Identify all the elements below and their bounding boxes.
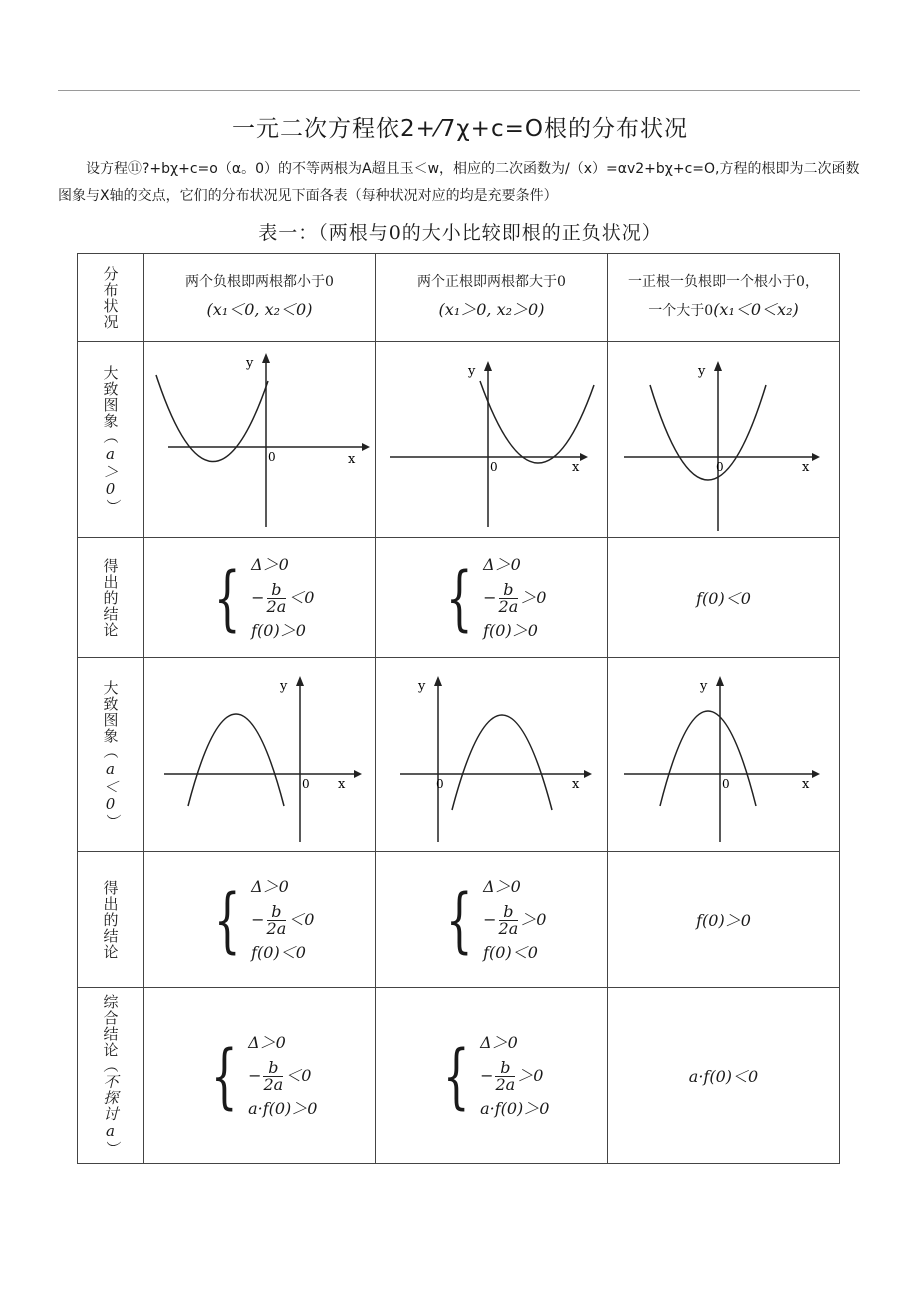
intro-paragraph: 设方程⑪?+bχ+c=o（α。0）的不等两根为A超且玉＜w，相应的二次函数为/（x）=αv2+bχ+c=O,方程的根即为二次函数图象与X轴的交点，它们的分布状况见下面各表（每种状况对应的均是充要条件） bbox=[58, 161, 860, 204]
left-brace-icon: { bbox=[210, 1034, 238, 1117]
row-header-graph-a-positive: 大致图象（a＞0） bbox=[78, 342, 144, 538]
row-header-conclusion-a-positive: 得出的结论 bbox=[78, 538, 144, 658]
conclusion-system: { Δ＞0 − $\frac{b}{2a}$ ＜0 f(0)＜0 bbox=[205, 872, 315, 968]
conclusion-cell bbox=[144, 852, 376, 988]
axis-label-y: y bbox=[245, 355, 253, 371]
combined-system: { Δ＞0 − $\frac{b}{2a}$ ＜0 a·f(0)＞0 bbox=[202, 1028, 318, 1124]
axis-label-y: y bbox=[417, 678, 425, 694]
conclusion-cell bbox=[376, 852, 608, 988]
conclusion-cell bbox=[608, 538, 840, 658]
row-header-combined: 综合结论（不探讨a） bbox=[78, 988, 144, 1164]
row-header-distribution: 分布状况 bbox=[78, 254, 144, 342]
left-brace-icon: { bbox=[213, 878, 241, 961]
parabola-graph-down-positive-roots bbox=[380, 660, 604, 850]
column-header-negative-roots: 两个负根即两根都小于0 (x₁＜0, x₂＜0) bbox=[144, 254, 376, 342]
axis-label-origin: 0 bbox=[267, 449, 276, 464]
combined-cell bbox=[376, 988, 608, 1164]
column-header-opposite-roots: 一正根一负根即一个根小于0， 一个大于0(x₁＜0＜x₂) bbox=[608, 254, 840, 342]
condition-positive-roots: (x₁＞0, x₂＞0) bbox=[438, 299, 545, 319]
axis-label-y: y bbox=[697, 363, 705, 379]
parabola-graph-down-negative-roots bbox=[148, 660, 372, 850]
axis-label-x: x bbox=[347, 451, 355, 467]
table-row bbox=[78, 342, 840, 538]
left-brace-icon: { bbox=[442, 1034, 470, 1117]
table-row bbox=[78, 538, 840, 658]
root-distribution-table bbox=[77, 253, 840, 1164]
conclusion-cell bbox=[608, 852, 840, 988]
axis-label-origin: 0 bbox=[435, 776, 444, 791]
combined-cell bbox=[144, 988, 376, 1164]
axis-label-origin: 0 bbox=[301, 776, 310, 791]
graph-cell bbox=[608, 342, 840, 538]
axis-label-x: x bbox=[571, 459, 579, 475]
axis-label-y: y bbox=[467, 363, 475, 379]
combined-system: { Δ＞0 − $\frac{b}{2a}$ ＞0 a·f(0)＞0 bbox=[434, 1028, 550, 1124]
left-brace-icon: { bbox=[445, 556, 473, 639]
graph-cell bbox=[376, 342, 608, 538]
axis-label-x: x bbox=[337, 776, 345, 792]
table-row bbox=[78, 254, 840, 342]
conclusion-single: f(0)＞0 bbox=[696, 911, 751, 930]
graph-cell bbox=[144, 342, 376, 538]
table-row bbox=[78, 852, 840, 988]
axis-label-y: y bbox=[279, 678, 287, 694]
combined-cell bbox=[608, 988, 840, 1164]
axis-label-x: x bbox=[571, 776, 579, 792]
graph-cell bbox=[608, 658, 840, 852]
conclusion-cell bbox=[144, 538, 376, 658]
parabola-graph-down-opposite-roots bbox=[612, 660, 836, 850]
axis-label-x: x bbox=[801, 776, 809, 792]
axis-label-origin: 0 bbox=[721, 776, 730, 791]
row-header-conclusion-a-negative: 得出的结论 bbox=[78, 852, 144, 988]
parabola-graph-up-opposite-roots bbox=[612, 345, 836, 535]
conclusion-system: { Δ＞0 − $\frac{b}{2a}$ ＜0 f(0)＞0 bbox=[205, 550, 315, 646]
table-row bbox=[78, 658, 840, 852]
axis-label-y: y bbox=[699, 678, 707, 694]
left-brace-icon: { bbox=[445, 878, 473, 961]
row-header-graph-a-negative: 大致图象（a＜0） bbox=[78, 658, 144, 852]
axis-label-origin: 0 bbox=[489, 459, 498, 474]
column-header-positive-roots: 两个正根即两根都大于0 (x₁＞0, x₂＞0) bbox=[376, 254, 608, 342]
table-caption: 表一：（两根与0的大小比较即根的正负状况） bbox=[258, 222, 662, 244]
conclusion-system: { Δ＞0 − $\frac{b}{2a}$ ＞0 f(0)＜0 bbox=[437, 872, 547, 968]
conclusion-single: f(0)＜0 bbox=[696, 589, 751, 608]
conclusion-cell bbox=[376, 538, 608, 658]
top-rule bbox=[58, 90, 860, 91]
conclusion-system: { Δ＞0 − $\frac{b}{2a}$ ＞0 f(0)＞0 bbox=[437, 550, 547, 646]
combined-single: a·f(0)＜0 bbox=[688, 1067, 759, 1086]
axis-label-origin: 0 bbox=[715, 459, 724, 474]
graph-cell bbox=[376, 658, 608, 852]
condition-opposite-roots: (x₁＜0＜x₂) bbox=[713, 299, 799, 319]
parabola-graph-up-positive-roots bbox=[380, 345, 604, 535]
document-title: 一元二次方程依2+⁄7χ+c=O根的分布状况 bbox=[232, 116, 688, 143]
left-brace-icon: { bbox=[213, 556, 241, 639]
parabola-graph-up-negative-roots bbox=[148, 345, 372, 535]
graph-cell bbox=[144, 658, 376, 852]
table-row bbox=[78, 988, 840, 1164]
axis-label-x: x bbox=[801, 459, 809, 475]
condition-negative-roots: (x₁＜0, x₂＜0) bbox=[206, 299, 313, 319]
